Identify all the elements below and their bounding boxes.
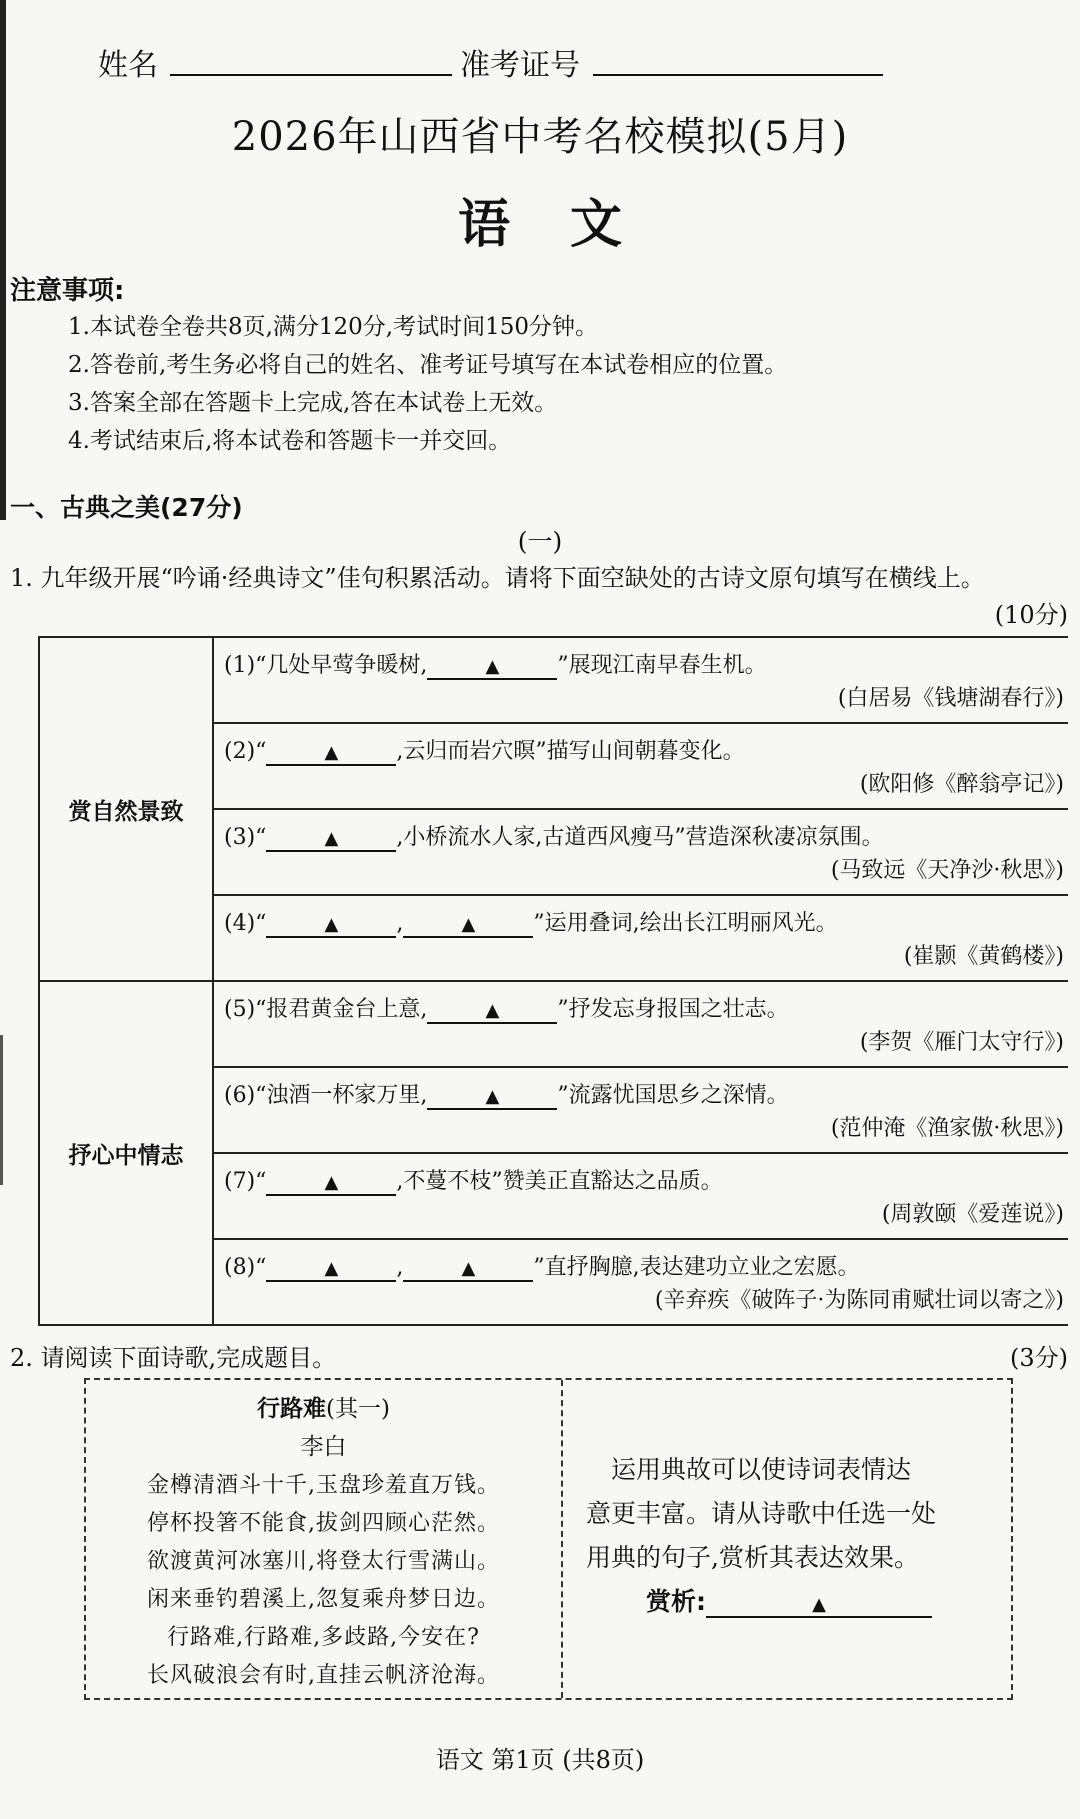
item-text: 浊酒一杯家万里,: [266, 1083, 428, 1108]
poem-title: [86, 1390, 561, 1423]
answer-blank[interactable]: [266, 826, 396, 852]
answer-blank[interactable]: [266, 912, 396, 938]
poem-line: 长风破浪会有时,直挂云帆济沧海。: [147, 1663, 500, 1688]
item-source: (李贺《雁门太守行》): [859, 1030, 1064, 1055]
fill-item: [213, 1153, 1068, 1239]
item-source: (马致远《天净沙·秋思》): [830, 858, 1064, 883]
item-text: ,不蔓不枝”赞美正直豁达之品质。: [396, 1169, 723, 1194]
item-number: (7)“: [224, 1169, 267, 1194]
item-source: (周敦颐《爱莲说》): [881, 1202, 1064, 1227]
subsection-heading: (一): [517, 527, 563, 556]
notice-item: 1.本试卷全卷共8页,满分120分,考试时间150分钟。: [68, 314, 598, 340]
item-number: (3)“: [224, 825, 267, 850]
triangle-icon: ▲: [485, 1000, 500, 1021]
item-text: ,: [396, 1255, 404, 1280]
answer-label: 赏析:: [646, 1587, 706, 1616]
section-heading: 一、古典之美(27分): [10, 493, 243, 522]
triangle-icon: ▲: [324, 742, 339, 763]
item-text: ,云归而岩穴暝”描写山间朝暮变化。: [396, 739, 745, 764]
item-number: (1)“: [224, 653, 267, 678]
poem-title-text: 行路难: [257, 1396, 327, 1422]
subject-title: 语文: [457, 194, 682, 255]
item-text: ”运用叠词,绘出长江明丽风光。: [533, 911, 838, 936]
poem-line: 闲来垂钓碧溪上,忽复乘舟梦日边。: [147, 1587, 500, 1612]
answer-blank[interactable]: [427, 1084, 557, 1110]
poem-author: 李白: [300, 1434, 347, 1460]
poem-line: 行路难,行路难,多歧路,今安在?: [167, 1625, 480, 1650]
item-number: (6)“: [224, 1083, 267, 1108]
item-source: (崔颢《黄鹤楼》): [903, 944, 1064, 969]
item-text: ”直抒胸臆,表达建功立业之宏愿。: [533, 1255, 860, 1280]
item-number: (8)“: [224, 1255, 267, 1280]
answer-blank[interactable]: [427, 998, 557, 1024]
fill-in-table: [38, 636, 1068, 1326]
scan-edge-shadow: [0, 1035, 3, 1185]
item-source: (白居易《钱塘湖春行》): [837, 686, 1064, 711]
triangle-icon: ▲: [485, 656, 500, 677]
notice-item: 4.考试结束后,将本试卷和答题卡一并交回。: [68, 428, 512, 454]
answer-blank[interactable]: [266, 740, 396, 766]
scan-edge-shadow: [0, 0, 6, 520]
poem-box: [84, 1378, 1013, 1700]
exam-id-label: 准考证号: [460, 48, 580, 83]
question-1-stem: 1. 九年级开展“吟诵·经典诗文”佳句积累活动。请将下面空缺处的古诗文原句填写在横线上。: [10, 564, 985, 592]
name-field[interactable]: [170, 74, 452, 76]
task-line: 意更丰富。请从诗歌中任选一处: [586, 1499, 937, 1528]
fill-item: [213, 637, 1068, 723]
poem-title-note: (其一): [326, 1396, 390, 1422]
exam-id-field[interactable]: [593, 74, 883, 76]
item-source: (欧阳修《醉翁亭记》): [859, 772, 1064, 797]
answer-blank[interactable]: [266, 1170, 396, 1196]
item-text: 几处早莺争暖树,: [266, 653, 428, 678]
triangle-icon: ▲: [812, 1594, 826, 1615]
answer-blank[interactable]: [266, 1256, 396, 1282]
triangle-icon: ▲: [324, 1172, 339, 1193]
answer-blank[interactable]: [427, 654, 557, 680]
poem-line: 停杯投箸不能食,拔剑四顾心茫然。: [147, 1511, 500, 1536]
category-emotion: 抒心中情志: [39, 981, 213, 1325]
triangle-icon: ▲: [461, 1258, 476, 1279]
answer-blank[interactable]: [706, 1588, 932, 1618]
item-text: ”抒发忘身报国之壮志。: [557, 997, 789, 1022]
triangle-icon: ▲: [485, 1086, 500, 1107]
task-line: 用典的句子,赏析其表达效果。: [586, 1543, 919, 1572]
notice-item: 3.答案全部在答题卡上完成,答在本试卷上无效。: [68, 390, 558, 416]
item-text: ”展现江南早春生机。: [557, 653, 767, 678]
answer-row: [586, 1580, 996, 1624]
item-number: (5)“: [224, 997, 267, 1022]
question-1-points: (10分): [994, 601, 1068, 629]
fill-item: [213, 1067, 1068, 1153]
triangle-icon: ▲: [324, 1258, 339, 1279]
answer-blank[interactable]: [403, 912, 533, 938]
item-number: (2)“: [224, 739, 267, 764]
fill-item: [213, 981, 1068, 1067]
item-source: (辛弃疾《破阵子·为陈同甫赋壮词以寄之》): [654, 1288, 1064, 1313]
task-line: 运用典故可以使诗词表情达: [586, 1455, 912, 1484]
triangle-icon: ▲: [324, 914, 339, 935]
triangle-icon: ▲: [461, 914, 476, 935]
item-text: ,: [396, 911, 404, 936]
question-2-stem: 2. 请阅读下面诗歌,完成题目。: [10, 1344, 337, 1372]
item-text: 报君黄金台上意,: [266, 997, 428, 1022]
poem-line: 欲渡黄河冰塞川,将登太行雪满山。: [147, 1549, 500, 1574]
fill-item: [213, 809, 1068, 895]
notice-item: 2.答卷前,考生务必将自己的姓名、准考证号填写在本试卷相应的位置。: [68, 352, 788, 378]
poem-line: 金樽清酒斗十千,玉盘珍羞直万钱。: [147, 1473, 500, 1498]
page-footer: 语文 第1页 (共8页): [435, 1746, 645, 1774]
exam-title: 2026年山西省中考名校模拟(5月): [231, 114, 849, 160]
item-source: (范仲淹《渔家傲·秋思》): [830, 1116, 1064, 1141]
fill-item: [213, 723, 1068, 809]
triangle-icon: ▲: [324, 828, 339, 849]
item-number: (4)“: [224, 911, 267, 936]
item-text: ,小桥流水人家,古道西风瘦马”营造深秋凄凉氛围。: [396, 825, 884, 850]
dashed-divider: [561, 1380, 563, 1698]
notice-title: 注意事项:: [10, 276, 125, 306]
header-fields: [98, 40, 1020, 83]
fill-item: [213, 895, 1068, 981]
name-label: 姓名: [98, 48, 158, 83]
answer-blank[interactable]: [403, 1256, 533, 1282]
category-nature: 赏自然景致: [39, 637, 213, 981]
fill-item: [213, 1239, 1068, 1325]
question-2-points: (3分): [1010, 1344, 1068, 1372]
item-text: ”流露忧国思乡之深情。: [557, 1083, 789, 1108]
task-prompt: [586, 1448, 996, 1624]
